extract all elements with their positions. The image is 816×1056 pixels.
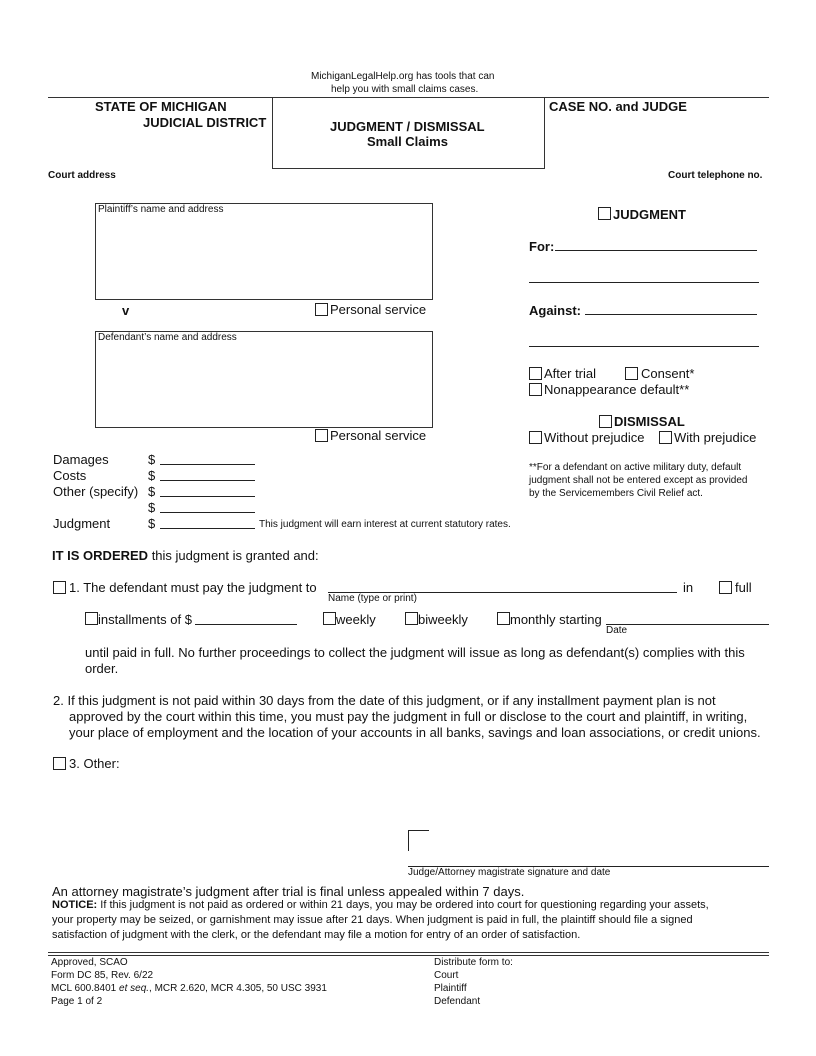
item3-label: 3. Other: <box>69 756 120 771</box>
defendant-personal-service-checkbox[interactable] <box>315 429 328 442</box>
distribute-plaintiff: Plaintiff <box>434 983 467 994</box>
nonappearance-checkbox[interactable] <box>529 383 542 396</box>
consent-checkbox[interactable] <box>625 367 638 380</box>
order-intro-rest: this judgment is granted and: <box>148 548 319 563</box>
damages-dollar: $ <box>148 452 156 467</box>
case-number-label: CASE NO. and JUDGE <box>549 99 687 114</box>
court-address-label: Court address <box>48 170 116 181</box>
judgment-heading: JUDGMENT <box>613 207 686 222</box>
start-date-line[interactable] <box>606 624 769 625</box>
notice-line1-text: If this judgment is not paid as ordered or within 21 days, you may be ordered into court for questioning regarding your assets, <box>97 899 709 911</box>
distribute-defendant: Defendant <box>434 996 481 1007</box>
weekly-label: weekly <box>336 612 376 627</box>
header-top-rule <box>48 97 769 98</box>
installments-checkbox[interactable] <box>85 612 98 625</box>
item2-line2: approved by the court within this time, you must pay the judgment in full or disclose to the court and plaintiff, in writing, <box>69 709 748 724</box>
dismissal-checkbox[interactable] <box>599 415 612 428</box>
full-checkbox[interactable] <box>719 581 732 594</box>
legal-help-note-line2: help you with small claims cases. <box>331 84 479 95</box>
footer-mcl-b: , MCR 2.620, MCR 4.305, 50 USC 3931 <box>149 983 327 994</box>
costs-dollar: $ <box>148 468 156 483</box>
costs-line[interactable] <box>160 480 255 481</box>
defendant-label: Defendant’s name and address <box>98 332 237 343</box>
with-prejudice-label: With prejudice <box>674 430 757 445</box>
footer-mcl <box>51 983 327 994</box>
damages-line[interactable] <box>160 464 255 465</box>
other-label: Other (specify) <box>53 484 139 499</box>
biweekly-label: biweekly <box>418 612 468 627</box>
legal-help-note-line1: MichiganLegalHelp.org has tools that can <box>311 71 495 82</box>
military-note-line2: judgment shall not be entered except as provided <box>529 475 748 486</box>
item1-text: 1. The defendant must pay the judgment to <box>69 580 317 595</box>
state-label: STATE OF MICHIGAN <box>95 99 227 114</box>
item2-line1: 2. If this judgment is not paid within 30 days from the date of this judgment, or if any installment payment plan is not <box>53 693 716 708</box>
after-trial-label: After trial <box>544 366 597 381</box>
form-title: JUDGMENT / DISMISSAL <box>330 119 485 134</box>
plaintiff-box[interactable] <box>95 203 433 300</box>
for-label: For: <box>529 239 555 254</box>
without-prejudice-label: Without prejudice <box>544 430 645 445</box>
notice-label: NOTICE: <box>52 899 98 911</box>
court-telephone-label: Court telephone no. <box>668 170 763 181</box>
appeal-notice: An attorney magistrate’s judgment after trial is final unless appealed within 7 days. <box>52 884 525 899</box>
extra-line[interactable] <box>160 512 255 513</box>
dismissal-heading: DISMISSAL <box>614 414 685 429</box>
without-prejudice-checkbox[interactable] <box>529 431 542 444</box>
installment-amount-line[interactable] <box>195 624 297 625</box>
monthly-label: monthly starting <box>510 612 602 627</box>
biweekly-checkbox[interactable] <box>405 612 418 625</box>
judgment-dollar: $ <box>148 516 156 531</box>
signature-corner-mark <box>408 830 429 851</box>
against-line-1[interactable] <box>585 314 757 315</box>
other-line[interactable] <box>160 496 255 497</box>
with-prejudice-checkbox[interactable] <box>659 431 672 444</box>
order-intro <box>52 548 319 563</box>
header-bottom-rule <box>272 168 545 169</box>
footer-mcl-em: et seq. <box>119 983 150 994</box>
form-subtitle: Small Claims <box>367 134 448 149</box>
against-label: Against: <box>529 303 581 318</box>
after-trial-checkbox[interactable] <box>529 367 542 380</box>
notice-line1 <box>52 899 709 911</box>
notice-line3: satisfaction of judgment with the clerk, or the defendant may file a motion for entry of an order of satisfaction. <box>52 929 581 941</box>
item2-line3: your place of employment and the location of your accounts in all banks, savings and loan associations, or credit unions. <box>69 725 761 740</box>
signature-label: Judge/Attorney magistrate signature and date <box>408 867 611 878</box>
item1-checkbox[interactable] <box>53 581 66 594</box>
until-paid-line2: order. <box>85 661 119 676</box>
for-line-1[interactable] <box>555 250 757 251</box>
interest-note: This judgment will earn interest at current statutory rates. <box>259 519 511 530</box>
other-dollar: $ <box>148 484 156 499</box>
start-date-hint: Date <box>606 625 628 636</box>
footer-mcl-a: MCL 600.8401 <box>51 983 120 994</box>
plaintiff-label: Plaintiff’s name and address <box>98 204 224 215</box>
versus-label: v <box>122 303 130 318</box>
until-paid-line1: until paid in full. No further proceedings to collect the judgment will issue as long as defendant(s) complies with this <box>85 645 745 660</box>
header-divider-right <box>544 97 545 168</box>
footer-form-number: Form DC 85, Rev. 6/22 <box>51 970 154 981</box>
footer-page: Page 1 of 2 <box>51 996 103 1007</box>
nonappearance-label: Nonappearance default** <box>544 382 690 397</box>
against-line-2[interactable] <box>529 346 759 347</box>
distribute-court: Court <box>434 970 459 981</box>
plaintiff-personal-service-label: Personal service <box>330 302 427 317</box>
distribute-label: Distribute form to: <box>434 957 513 968</box>
consent-label: Consent* <box>641 366 695 381</box>
footer-approved: Approved, SCAO <box>51 957 128 968</box>
plaintiff-personal-service-checkbox[interactable] <box>315 303 328 316</box>
full-label: full <box>735 580 752 595</box>
notice-line2: your property may be seized, or garnishment may issue after 21 days. When judgment is paid in full, the plaintiff should file a signed <box>52 914 693 926</box>
military-note-line1: **For a defendant on active military duty, default <box>529 462 742 473</box>
in-label: in <box>683 580 694 595</box>
extra-dollar: $ <box>148 500 156 515</box>
for-line-2[interactable] <box>529 282 759 283</box>
header-divider-left <box>272 97 273 168</box>
judgment-amount-label: Judgment <box>53 516 111 531</box>
item3-checkbox[interactable] <box>53 757 66 770</box>
defendant-personal-service-label: Personal service <box>330 428 427 443</box>
weekly-checkbox[interactable] <box>323 612 336 625</box>
footer-rule <box>48 952 769 956</box>
monthly-checkbox[interactable] <box>497 612 510 625</box>
damages-label: Damages <box>53 452 109 467</box>
military-note-line3: by the Servicemembers Civil Relief act. <box>529 488 703 499</box>
payee-name-hint: Name (type or print) <box>328 593 417 604</box>
costs-label: Costs <box>53 468 87 483</box>
installments-label: installments of $ <box>98 612 192 627</box>
judgment-checkbox[interactable] <box>598 207 611 220</box>
judgment-amount-line[interactable] <box>160 528 255 529</box>
it-is-ordered: IT IS ORDERED <box>52 548 149 563</box>
defendant-box[interactable] <box>95 331 433 428</box>
district-label: JUDICIAL DISTRICT <box>143 115 267 130</box>
